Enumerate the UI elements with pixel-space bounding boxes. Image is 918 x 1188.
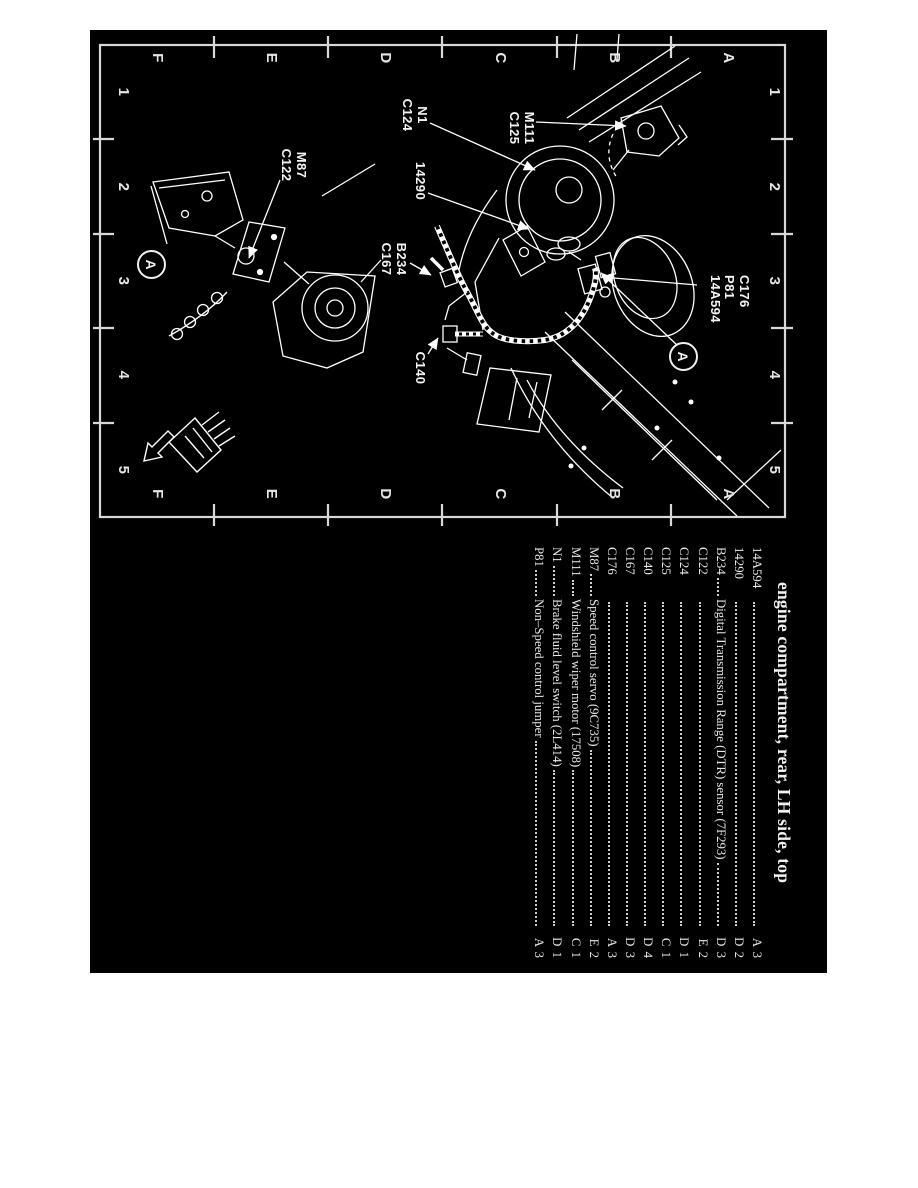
connector-list-row [546, 547, 564, 959]
entry-description: Non–Speed control jumper [532, 599, 547, 738]
grid-row-label-left: D [377, 52, 394, 64]
grid-row-label-right: F [149, 489, 166, 499]
view-marker-a-main: A [669, 342, 698, 371]
grid-row-label-left: C [492, 52, 509, 64]
callout-label-m111-c125 [507, 83, 536, 173]
dot-leader [717, 578, 719, 596]
dot-leader [553, 566, 555, 596]
connector-list-row [710, 547, 728, 959]
grid-col-label-top: 3 [766, 276, 783, 286]
entry-grid-ref: D 1 [550, 937, 565, 959]
entry-grid-ref: D 1 [677, 937, 692, 959]
dot-leader [535, 741, 537, 926]
entry-id: C125 [659, 547, 674, 575]
grid-row-label-right: B [606, 488, 623, 500]
grid-col-label-bottom: 4 [115, 370, 132, 380]
entry-grid-ref: A 3 [604, 937, 619, 959]
entry-id: M87 [586, 547, 601, 572]
grid-col-label-top: 5 [766, 465, 783, 475]
dot-leader [608, 602, 610, 926]
callout-line: C125 [507, 111, 523, 145]
leader-c140 [428, 338, 438, 354]
connector-list-row [691, 547, 709, 959]
entry-id: N1 [550, 547, 565, 563]
entry-grid-ref: D 3 [623, 937, 638, 959]
entry-grid-ref: A 3 [532, 937, 547, 959]
grid-row-label-left: E [263, 52, 280, 64]
grid-row-label-right: E [263, 488, 280, 500]
entry-description: Windshield wiper motor (17508) [568, 599, 583, 768]
callout-leaders [249, 122, 697, 354]
entry-description: Digital Transmission Range (DTR) sensor (7F293) [713, 599, 728, 860]
dot-leader [590, 750, 592, 927]
callout-line: C124 [400, 98, 416, 132]
callout-line: C167 [379, 242, 395, 276]
grid-row-label-left: A [720, 52, 737, 64]
entry-id: C124 [677, 547, 692, 575]
dot-leader [572, 580, 574, 596]
connector-list-row [583, 547, 601, 959]
callout-line: C140 [413, 351, 428, 385]
entry-id: C140 [641, 547, 656, 575]
grid-row-label-right: C [492, 488, 509, 500]
entry-grid-ref: E 2 [586, 938, 601, 959]
entry-id: 14A594 [750, 547, 764, 589]
entry-grid-ref: D 4 [641, 937, 656, 959]
dot-leader [553, 770, 555, 926]
grid-col-label-bottom: 1 [115, 87, 132, 97]
grid-col-label-top: 2 [766, 182, 783, 192]
connector-list-row [528, 547, 546, 959]
connector-list-row [728, 547, 746, 959]
view-marker-a-inset: A [137, 250, 166, 279]
callout-line: P81 [722, 275, 738, 300]
entry-grid-ref: C 1 [659, 937, 674, 959]
entry-grid-ref: D 2 [731, 937, 746, 959]
grid-row-label-right: D [377, 488, 394, 500]
dot-leader [662, 602, 664, 926]
callout-line: M87 [294, 151, 309, 179]
callout-line: C122 [279, 148, 295, 182]
dot-leader [717, 863, 719, 926]
connector-list-row [619, 547, 637, 959]
dot-leader [644, 602, 646, 926]
callout-label-14290 [413, 136, 428, 226]
connector-list [528, 547, 764, 959]
figure-title: engine compartment, rear, LH side, top [774, 582, 794, 884]
grid-row-label-right: A [720, 488, 737, 500]
entry-id: 14290 [731, 547, 746, 579]
entry-id: C122 [695, 547, 710, 575]
dot-leader [626, 602, 628, 926]
grid-col-label-bottom: 5 [115, 465, 132, 475]
callout-label-c176-p81-14a594 [708, 275, 752, 323]
callout-label-c140 [413, 323, 428, 413]
callout-line: 14290 [413, 161, 428, 201]
dot-leader [680, 602, 682, 926]
entry-id: B234 [713, 547, 728, 575]
connector-list-row [655, 547, 673, 959]
dot-leader [590, 574, 592, 596]
grid-row-label-left: F [149, 53, 166, 63]
entry-id: P81 [532, 547, 547, 567]
connector-list-row [601, 547, 619, 959]
grid-col-label-bottom: 3 [115, 276, 132, 286]
dot-leader [735, 602, 737, 926]
connector-list-row [564, 547, 582, 959]
grid-col-label-bottom: 2 [115, 182, 132, 192]
entry-grid-ref: A 3 [750, 937, 764, 959]
hollow-arrow-icon [144, 431, 174, 461]
leader-m87 [249, 180, 280, 258]
entry-id: C167 [623, 547, 638, 575]
entry-grid-ref: D 3 [713, 937, 728, 959]
leader-view-a [601, 273, 677, 345]
dot-leader [753, 602, 755, 926]
leader-m111 [536, 122, 626, 126]
leader-b234 [410, 263, 431, 275]
entry-grid-ref: E 2 [695, 938, 710, 959]
callout-line: N1 [415, 106, 430, 124]
entry-id: C176 [604, 547, 619, 575]
callout-label-m87-c122 [279, 120, 308, 210]
entry-description: Speed control servo (9C735) [586, 599, 601, 747]
grid-row-label-left: B [606, 52, 623, 64]
dot-leader [572, 770, 574, 926]
grid-col-label-top: 4 [766, 370, 783, 380]
callout-label-b234-c167 [379, 214, 408, 304]
callout-line: 14A594 [708, 275, 723, 323]
connector-list-row [673, 547, 691, 959]
inset-view-art [151, 164, 381, 368]
jumper-connector-icon [144, 412, 235, 472]
dot-leader [535, 570, 537, 596]
callout-line: M111 [522, 111, 537, 145]
harness-loom [431, 226, 596, 342]
entry-grid-ref: C 1 [568, 937, 583, 959]
callout-line: C176 [737, 275, 752, 308]
entry-id: M111 [568, 547, 583, 577]
dot-leader [699, 602, 701, 926]
leader-c176 [602, 277, 697, 285]
leader-14290 [428, 193, 529, 229]
connector-list-row [746, 547, 764, 959]
grid-col-label-top: 1 [766, 87, 783, 97]
entry-description: Brake fluid level switch (2L414) [550, 599, 565, 767]
figure-content-rotated [90, 30, 827, 973]
callout-line: B234 [394, 242, 409, 276]
connector-list-row [637, 547, 655, 959]
